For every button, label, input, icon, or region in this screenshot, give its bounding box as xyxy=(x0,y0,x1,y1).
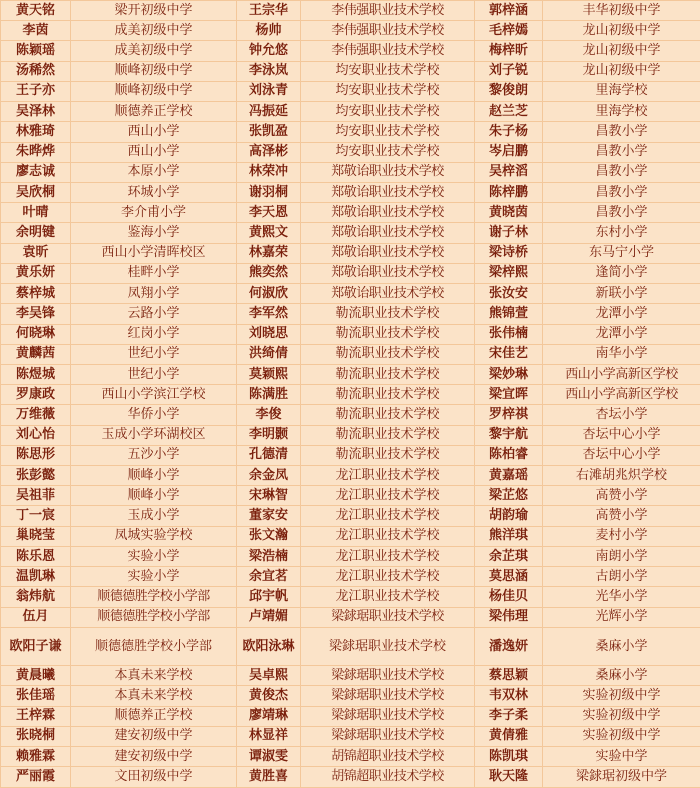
student-name-cell: 张凯盈 xyxy=(237,122,301,142)
student-name-cell: 李军然 xyxy=(237,304,301,324)
student-name-cell: 刘晓思 xyxy=(237,324,301,344)
school-name-cell: 勒流职业技术学校 xyxy=(301,324,475,344)
student-name-cell: 熊洋琪 xyxy=(475,526,543,546)
school-name-cell: 杏坛中心小学 xyxy=(543,445,700,465)
student-name-cell: 赖雅霖 xyxy=(1,747,71,767)
student-name-cell: 董家安 xyxy=(237,506,301,526)
student-name-cell: 李天恩 xyxy=(237,203,301,223)
student-name-cell: 巢晓莹 xyxy=(1,526,71,546)
student-name-cell: 蔡思颖 xyxy=(475,666,543,686)
student-name-cell: 梁芷悠 xyxy=(475,486,543,506)
student-name-cell: 梁伟理 xyxy=(475,607,543,627)
school-name-cell: 新联小学 xyxy=(543,284,700,304)
table-row xyxy=(1,486,700,506)
school-name-cell: 实验小学 xyxy=(71,546,237,566)
student-name-cell: 李茵 xyxy=(1,21,71,41)
table-row xyxy=(1,122,700,142)
student-name-cell: 陈颖瑶 xyxy=(1,41,71,61)
table-row xyxy=(1,726,700,746)
student-name-cell: 耿天隆 xyxy=(475,767,543,788)
school-name-cell: 均安职业技术学校 xyxy=(301,142,475,162)
school-name-cell: 胡锦超职业技术学校 xyxy=(301,767,475,788)
school-name-cell: 玉成小学 xyxy=(71,506,237,526)
school-name-cell: 玉成小学环湖校区 xyxy=(71,425,237,445)
student-name-cell: 吴欣桐 xyxy=(1,182,71,202)
table-row xyxy=(1,142,700,162)
student-name-cell: 黄天铭 xyxy=(1,1,71,21)
table-row xyxy=(1,385,700,405)
student-name-cell: 余芷琪 xyxy=(475,546,543,566)
school-name-cell: 均安职业技术学校 xyxy=(301,81,475,101)
table-row xyxy=(1,466,700,486)
school-name-cell: 光华小学 xyxy=(543,587,700,607)
student-name-cell: 卢靖媚 xyxy=(237,607,301,627)
school-name-cell: 龙山初级中学 xyxy=(543,61,700,81)
school-name-cell: 实验小学 xyxy=(71,567,237,587)
school-name-cell: 勒流职业技术学校 xyxy=(301,385,475,405)
student-name-cell: 黄乐妍 xyxy=(1,263,71,283)
school-name-cell: 梁銶琚职业技术学校 xyxy=(301,706,475,726)
student-name-cell: 黎俊朗 xyxy=(475,81,543,101)
student-name-cell: 欧阳子谦 xyxy=(1,627,71,665)
school-name-cell: 世纪小学 xyxy=(71,344,237,364)
student-name-cell: 陈乐恩 xyxy=(1,546,71,566)
student-name-cell: 吴卓熙 xyxy=(237,666,301,686)
student-name-cell: 林显祥 xyxy=(237,726,301,746)
school-name-cell: 桑麻小学 xyxy=(543,627,700,665)
table-row xyxy=(1,203,700,223)
student-name-cell: 余明键 xyxy=(1,223,71,243)
school-name-cell: 龙潭小学 xyxy=(543,324,700,344)
school-name-cell: 顺峰小学 xyxy=(71,486,237,506)
student-name-cell: 王子亦 xyxy=(1,81,71,101)
school-name-cell: 梁銶琚职业技术学校 xyxy=(301,686,475,706)
student-name-cell: 罗梓祺 xyxy=(475,405,543,425)
student-name-cell: 王梓霖 xyxy=(1,706,71,726)
table-row xyxy=(1,627,700,665)
school-name-cell: 西山小学 xyxy=(71,142,237,162)
school-name-cell: 古朗小学 xyxy=(543,567,700,587)
school-name-cell: 梁銶琚职业技术学校 xyxy=(301,666,475,686)
student-name-cell: 赵兰芝 xyxy=(475,102,543,122)
student-name-cell: 黄麟茜 xyxy=(1,344,71,364)
student-name-cell: 梁宜晖 xyxy=(475,385,543,405)
student-name-cell: 陈梓鹏 xyxy=(475,182,543,202)
table-row xyxy=(1,666,700,686)
table-row xyxy=(1,587,700,607)
student-name-cell: 宋佳艺 xyxy=(475,344,543,364)
student-name-cell: 朱子杨 xyxy=(475,122,543,142)
school-name-cell: 龙江职业技术学校 xyxy=(301,486,475,506)
student-name-cell: 温凯琳 xyxy=(1,567,71,587)
student-name-cell: 岑启鹏 xyxy=(475,142,543,162)
student-name-cell: 王宗华 xyxy=(237,1,301,21)
student-name-cell: 陈煜城 xyxy=(1,364,71,384)
school-name-cell: 龙江职业技术学校 xyxy=(301,506,475,526)
school-name-cell: 西山小学高新区学校 xyxy=(543,385,700,405)
student-name-cell: 林荣冲 xyxy=(237,162,301,182)
school-name-cell: 本真未来学校 xyxy=(71,666,237,686)
school-name-cell: 本真未来学校 xyxy=(71,686,237,706)
student-name-cell: 张晓桐 xyxy=(1,726,71,746)
school-name-cell: 红岗小学 xyxy=(71,324,237,344)
student-name-cell: 黄晨曦 xyxy=(1,666,71,686)
student-name-cell: 吴祖菲 xyxy=(1,486,71,506)
student-name-cell: 陈凯琪 xyxy=(475,747,543,767)
school-name-cell: 昌教小学 xyxy=(543,162,700,182)
table-row xyxy=(1,162,700,182)
school-name-cell: 李介甫小学 xyxy=(71,203,237,223)
table-row xyxy=(1,445,700,465)
student-name-cell: 朱晔烨 xyxy=(1,142,71,162)
table-row xyxy=(1,425,700,445)
table-row xyxy=(1,567,700,587)
student-name-cell: 黄熙文 xyxy=(237,223,301,243)
school-name-cell: 杏坛中心小学 xyxy=(543,425,700,445)
school-name-cell: 桂畔小学 xyxy=(71,263,237,283)
student-name-cell: 叶晴 xyxy=(1,203,71,223)
student-name-cell: 汤稀然 xyxy=(1,61,71,81)
school-name-cell: 郑敬诒职业技术学校 xyxy=(301,243,475,263)
student-name-cell: 廖靖琳 xyxy=(237,706,301,726)
student-name-cell: 梅梓昕 xyxy=(475,41,543,61)
student-name-cell: 廖志诚 xyxy=(1,162,71,182)
student-name-cell: 陈思形 xyxy=(1,445,71,465)
table-row xyxy=(1,41,700,61)
table-row xyxy=(1,102,700,122)
school-name-cell: 郑敬诒职业技术学校 xyxy=(301,182,475,202)
school-name-cell: 凤城实验学校 xyxy=(71,526,237,546)
school-name-cell: 郑敬诒职业技术学校 xyxy=(301,284,475,304)
school-name-cell: 东马宁小学 xyxy=(543,243,700,263)
school-name-cell: 桑麻小学 xyxy=(543,666,700,686)
school-name-cell: 顺峰小学 xyxy=(71,466,237,486)
student-name-cell: 何晓琳 xyxy=(1,324,71,344)
school-name-cell: 龙山初级中学 xyxy=(543,41,700,61)
student-name-cell: 余宜茗 xyxy=(237,567,301,587)
school-name-cell: 龙山初级中学 xyxy=(543,21,700,41)
school-name-cell: 李伟强职业技术学校 xyxy=(301,41,475,61)
student-name-cell: 张汝安 xyxy=(475,284,543,304)
table-row xyxy=(1,223,700,243)
school-name-cell: 昌教小学 xyxy=(543,182,700,202)
student-name-cell: 熊锦萱 xyxy=(475,304,543,324)
school-name-cell: 环城小学 xyxy=(71,182,237,202)
student-name-cell: 严丽霞 xyxy=(1,767,71,788)
table-row xyxy=(1,526,700,546)
student-name-cell: 李明颢 xyxy=(237,425,301,445)
school-name-cell: 西山小学清晖校区 xyxy=(71,243,237,263)
school-name-cell: 成美初级中学 xyxy=(71,21,237,41)
school-name-cell: 本原小学 xyxy=(71,162,237,182)
school-name-cell: 成美初级中学 xyxy=(71,41,237,61)
school-name-cell: 勒流职业技术学校 xyxy=(301,364,475,384)
table-row xyxy=(1,546,700,566)
table-row xyxy=(1,81,700,101)
school-name-cell: 龙江职业技术学校 xyxy=(301,587,475,607)
school-name-cell: 云路小学 xyxy=(71,304,237,324)
school-name-cell: 杏坛小学 xyxy=(543,405,700,425)
student-name-cell: 黄晓茵 xyxy=(475,203,543,223)
student-name-cell: 蔡梓城 xyxy=(1,284,71,304)
school-name-cell: 里海学校 xyxy=(543,102,700,122)
student-name-cell: 吴泽林 xyxy=(1,102,71,122)
student-name-cell: 李子柔 xyxy=(475,706,543,726)
school-name-cell: 李伟强职业技术学校 xyxy=(301,21,475,41)
student-name-cell: 刘泳青 xyxy=(237,81,301,101)
student-name-cell: 伍月 xyxy=(1,607,71,627)
student-name-cell: 张彭懿 xyxy=(1,466,71,486)
table-row xyxy=(1,263,700,283)
school-name-cell: 实验初级中学 xyxy=(543,706,700,726)
student-name-cell: 潘逸妍 xyxy=(475,627,543,665)
school-name-cell: 高赞小学 xyxy=(543,506,700,526)
school-name-cell: 郑敬诒职业技术学校 xyxy=(301,263,475,283)
school-name-cell: 顺德养正学校 xyxy=(71,102,237,122)
student-name-cell: 吴梓滔 xyxy=(475,162,543,182)
school-name-cell: 麦村小学 xyxy=(543,526,700,546)
student-name-cell: 袁昕 xyxy=(1,243,71,263)
school-name-cell: 昌教小学 xyxy=(543,122,700,142)
school-name-cell: 李伟强职业技术学校 xyxy=(301,1,475,21)
table-row xyxy=(1,243,700,263)
student-name-cell: 宋琳智 xyxy=(237,486,301,506)
school-name-cell: 龙潭小学 xyxy=(543,304,700,324)
school-name-cell: 实验初级中学 xyxy=(543,726,700,746)
school-name-cell: 梁銶琚职业技术学校 xyxy=(301,726,475,746)
student-name-cell: 刘子锐 xyxy=(475,61,543,81)
student-name-cell: 谭淑雯 xyxy=(237,747,301,767)
school-name-cell: 右滩胡兆炽学校 xyxy=(543,466,700,486)
student-name-cell: 熊奕然 xyxy=(237,263,301,283)
school-name-cell: 顺峰初级中学 xyxy=(71,81,237,101)
table-row xyxy=(1,344,700,364)
student-name-cell: 毛梓嫣 xyxy=(475,21,543,41)
table-row xyxy=(1,706,700,726)
school-name-cell: 勒流职业技术学校 xyxy=(301,445,475,465)
student-name-cell: 高泽彬 xyxy=(237,142,301,162)
school-name-cell: 华侨小学 xyxy=(71,405,237,425)
school-name-cell: 郑敬诒职业技术学校 xyxy=(301,223,475,243)
student-name-cell: 莫思涵 xyxy=(475,567,543,587)
roster-body xyxy=(1,1,700,788)
school-name-cell: 胡锦超职业技术学校 xyxy=(301,747,475,767)
student-name-cell: 梁浩楠 xyxy=(237,546,301,566)
table-row xyxy=(1,182,700,202)
student-name-cell: 冯振延 xyxy=(237,102,301,122)
school-name-cell: 顺峰初级中学 xyxy=(71,61,237,81)
school-name-cell: 东村小学 xyxy=(543,223,700,243)
school-name-cell: 世纪小学 xyxy=(71,364,237,384)
table-row xyxy=(1,21,700,41)
student-name-cell: 谢子林 xyxy=(475,223,543,243)
school-name-cell: 均安职业技术学校 xyxy=(301,122,475,142)
student-name-cell: 黎宇航 xyxy=(475,425,543,445)
student-name-cell: 黄俊杰 xyxy=(237,686,301,706)
school-name-cell: 勒流职业技术学校 xyxy=(301,425,475,445)
school-name-cell: 梁銶琚初级中学 xyxy=(543,767,700,788)
student-name-cell: 邱宇帆 xyxy=(237,587,301,607)
student-name-cell: 梁妙琳 xyxy=(475,364,543,384)
student-name-cell: 陈满胜 xyxy=(237,385,301,405)
school-name-cell: 实验初级中学 xyxy=(543,686,700,706)
school-name-cell: 里海学校 xyxy=(543,81,700,101)
student-name-cell: 谢羽桐 xyxy=(237,182,301,202)
student-name-cell: 梁诗桥 xyxy=(475,243,543,263)
school-name-cell: 勒流职业技术学校 xyxy=(301,304,475,324)
student-name-cell: 李俊 xyxy=(237,405,301,425)
table-row xyxy=(1,61,700,81)
school-name-cell: 顺德养正学校 xyxy=(71,706,237,726)
table-row xyxy=(1,686,700,706)
table-row xyxy=(1,364,700,384)
school-name-cell: 顺德德胜学校小学部 xyxy=(71,587,237,607)
school-name-cell: 文田初级中学 xyxy=(71,767,237,788)
student-name-cell: 罗康政 xyxy=(1,385,71,405)
school-name-cell: 昌教小学 xyxy=(543,142,700,162)
student-name-cell: 杨帅 xyxy=(237,21,301,41)
student-name-cell: 张伟楠 xyxy=(475,324,543,344)
student-name-cell: 丁一宸 xyxy=(1,506,71,526)
school-name-cell: 均安职业技术学校 xyxy=(301,102,475,122)
school-name-cell: 凤翔小学 xyxy=(71,284,237,304)
school-name-cell: 郑敬诒职业技术学校 xyxy=(301,203,475,223)
student-name-cell: 孔德清 xyxy=(237,445,301,465)
student-name-cell: 黄嘉瑶 xyxy=(475,466,543,486)
table-row xyxy=(1,767,700,788)
school-name-cell: 光辉小学 xyxy=(543,607,700,627)
school-name-cell: 龙江职业技术学校 xyxy=(301,466,475,486)
school-name-cell: 西山小学 xyxy=(71,122,237,142)
student-name-cell: 黄胜喜 xyxy=(237,767,301,788)
school-name-cell: 南朗小学 xyxy=(543,546,700,566)
school-name-cell: 龙江职业技术学校 xyxy=(301,546,475,566)
school-name-cell: 鉴海小学 xyxy=(71,223,237,243)
school-name-cell: 勒流职业技术学校 xyxy=(301,344,475,364)
student-name-cell: 陈柏睿 xyxy=(475,445,543,465)
student-name-cell: 余金凤 xyxy=(237,466,301,486)
school-name-cell: 龙江职业技术学校 xyxy=(301,567,475,587)
school-name-cell: 昌教小学 xyxy=(543,203,700,223)
table-row xyxy=(1,747,700,767)
school-name-cell: 西山小学滨江学校 xyxy=(71,385,237,405)
school-name-cell: 梁銶琚职业技术学校 xyxy=(301,627,475,665)
school-name-cell: 高赞小学 xyxy=(543,486,700,506)
school-name-cell: 丰华初级中学 xyxy=(543,1,700,21)
school-name-cell: 逢简小学 xyxy=(543,263,700,283)
school-name-cell: 五沙小学 xyxy=(71,445,237,465)
school-name-cell: 建安初级中学 xyxy=(71,726,237,746)
student-name-cell: 钟允悠 xyxy=(237,41,301,61)
student-name-cell: 洪绮倩 xyxy=(237,344,301,364)
student-name-cell: 欧阳泳琳 xyxy=(237,627,301,665)
student-name-cell: 林嘉荣 xyxy=(237,243,301,263)
school-name-cell: 顺德德胜学校小学部 xyxy=(71,627,237,665)
school-name-cell: 均安职业技术学校 xyxy=(301,61,475,81)
student-name-cell: 胡韵瑜 xyxy=(475,506,543,526)
school-name-cell: 梁开初级中学 xyxy=(71,1,237,21)
table-row xyxy=(1,405,700,425)
student-name-cell: 李泳岚 xyxy=(237,61,301,81)
school-name-cell: 郑敬诒职业技术学校 xyxy=(301,162,475,182)
student-name-cell: 刘心怡 xyxy=(1,425,71,445)
student-name-cell: 梁梓熙 xyxy=(475,263,543,283)
school-name-cell: 顺德德胜学校小学部 xyxy=(71,607,237,627)
school-name-cell: 勒流职业技术学校 xyxy=(301,405,475,425)
table-row xyxy=(1,607,700,627)
school-name-cell: 龙江职业技术学校 xyxy=(301,526,475,546)
table-row xyxy=(1,506,700,526)
table-row xyxy=(1,324,700,344)
table-row xyxy=(1,1,700,21)
school-name-cell: 西山小学高新区学校 xyxy=(543,364,700,384)
school-name-cell: 梁銶琚职业技术学校 xyxy=(301,607,475,627)
student-name-cell: 张佳瑶 xyxy=(1,686,71,706)
school-name-cell: 建安初级中学 xyxy=(71,747,237,767)
student-name-cell: 翁炜航 xyxy=(1,587,71,607)
school-name-cell: 实验中学 xyxy=(543,747,700,767)
student-name-cell: 万维薇 xyxy=(1,405,71,425)
student-name-cell: 张文瀚 xyxy=(237,526,301,546)
student-name-cell: 李吴锋 xyxy=(1,304,71,324)
student-name-cell: 黄倩雅 xyxy=(475,726,543,746)
table-row xyxy=(1,304,700,324)
school-name-cell: 南华小学 xyxy=(543,344,700,364)
student-name-cell: 林雅琦 xyxy=(1,122,71,142)
table-row xyxy=(1,284,700,304)
student-name-cell: 韦双林 xyxy=(475,686,543,706)
student-name-cell: 莫颖熙 xyxy=(237,364,301,384)
student-name-cell: 何淑欣 xyxy=(237,284,301,304)
student-name-cell: 杨佳贝 xyxy=(475,587,543,607)
student-name-cell: 郭梓涵 xyxy=(475,1,543,21)
